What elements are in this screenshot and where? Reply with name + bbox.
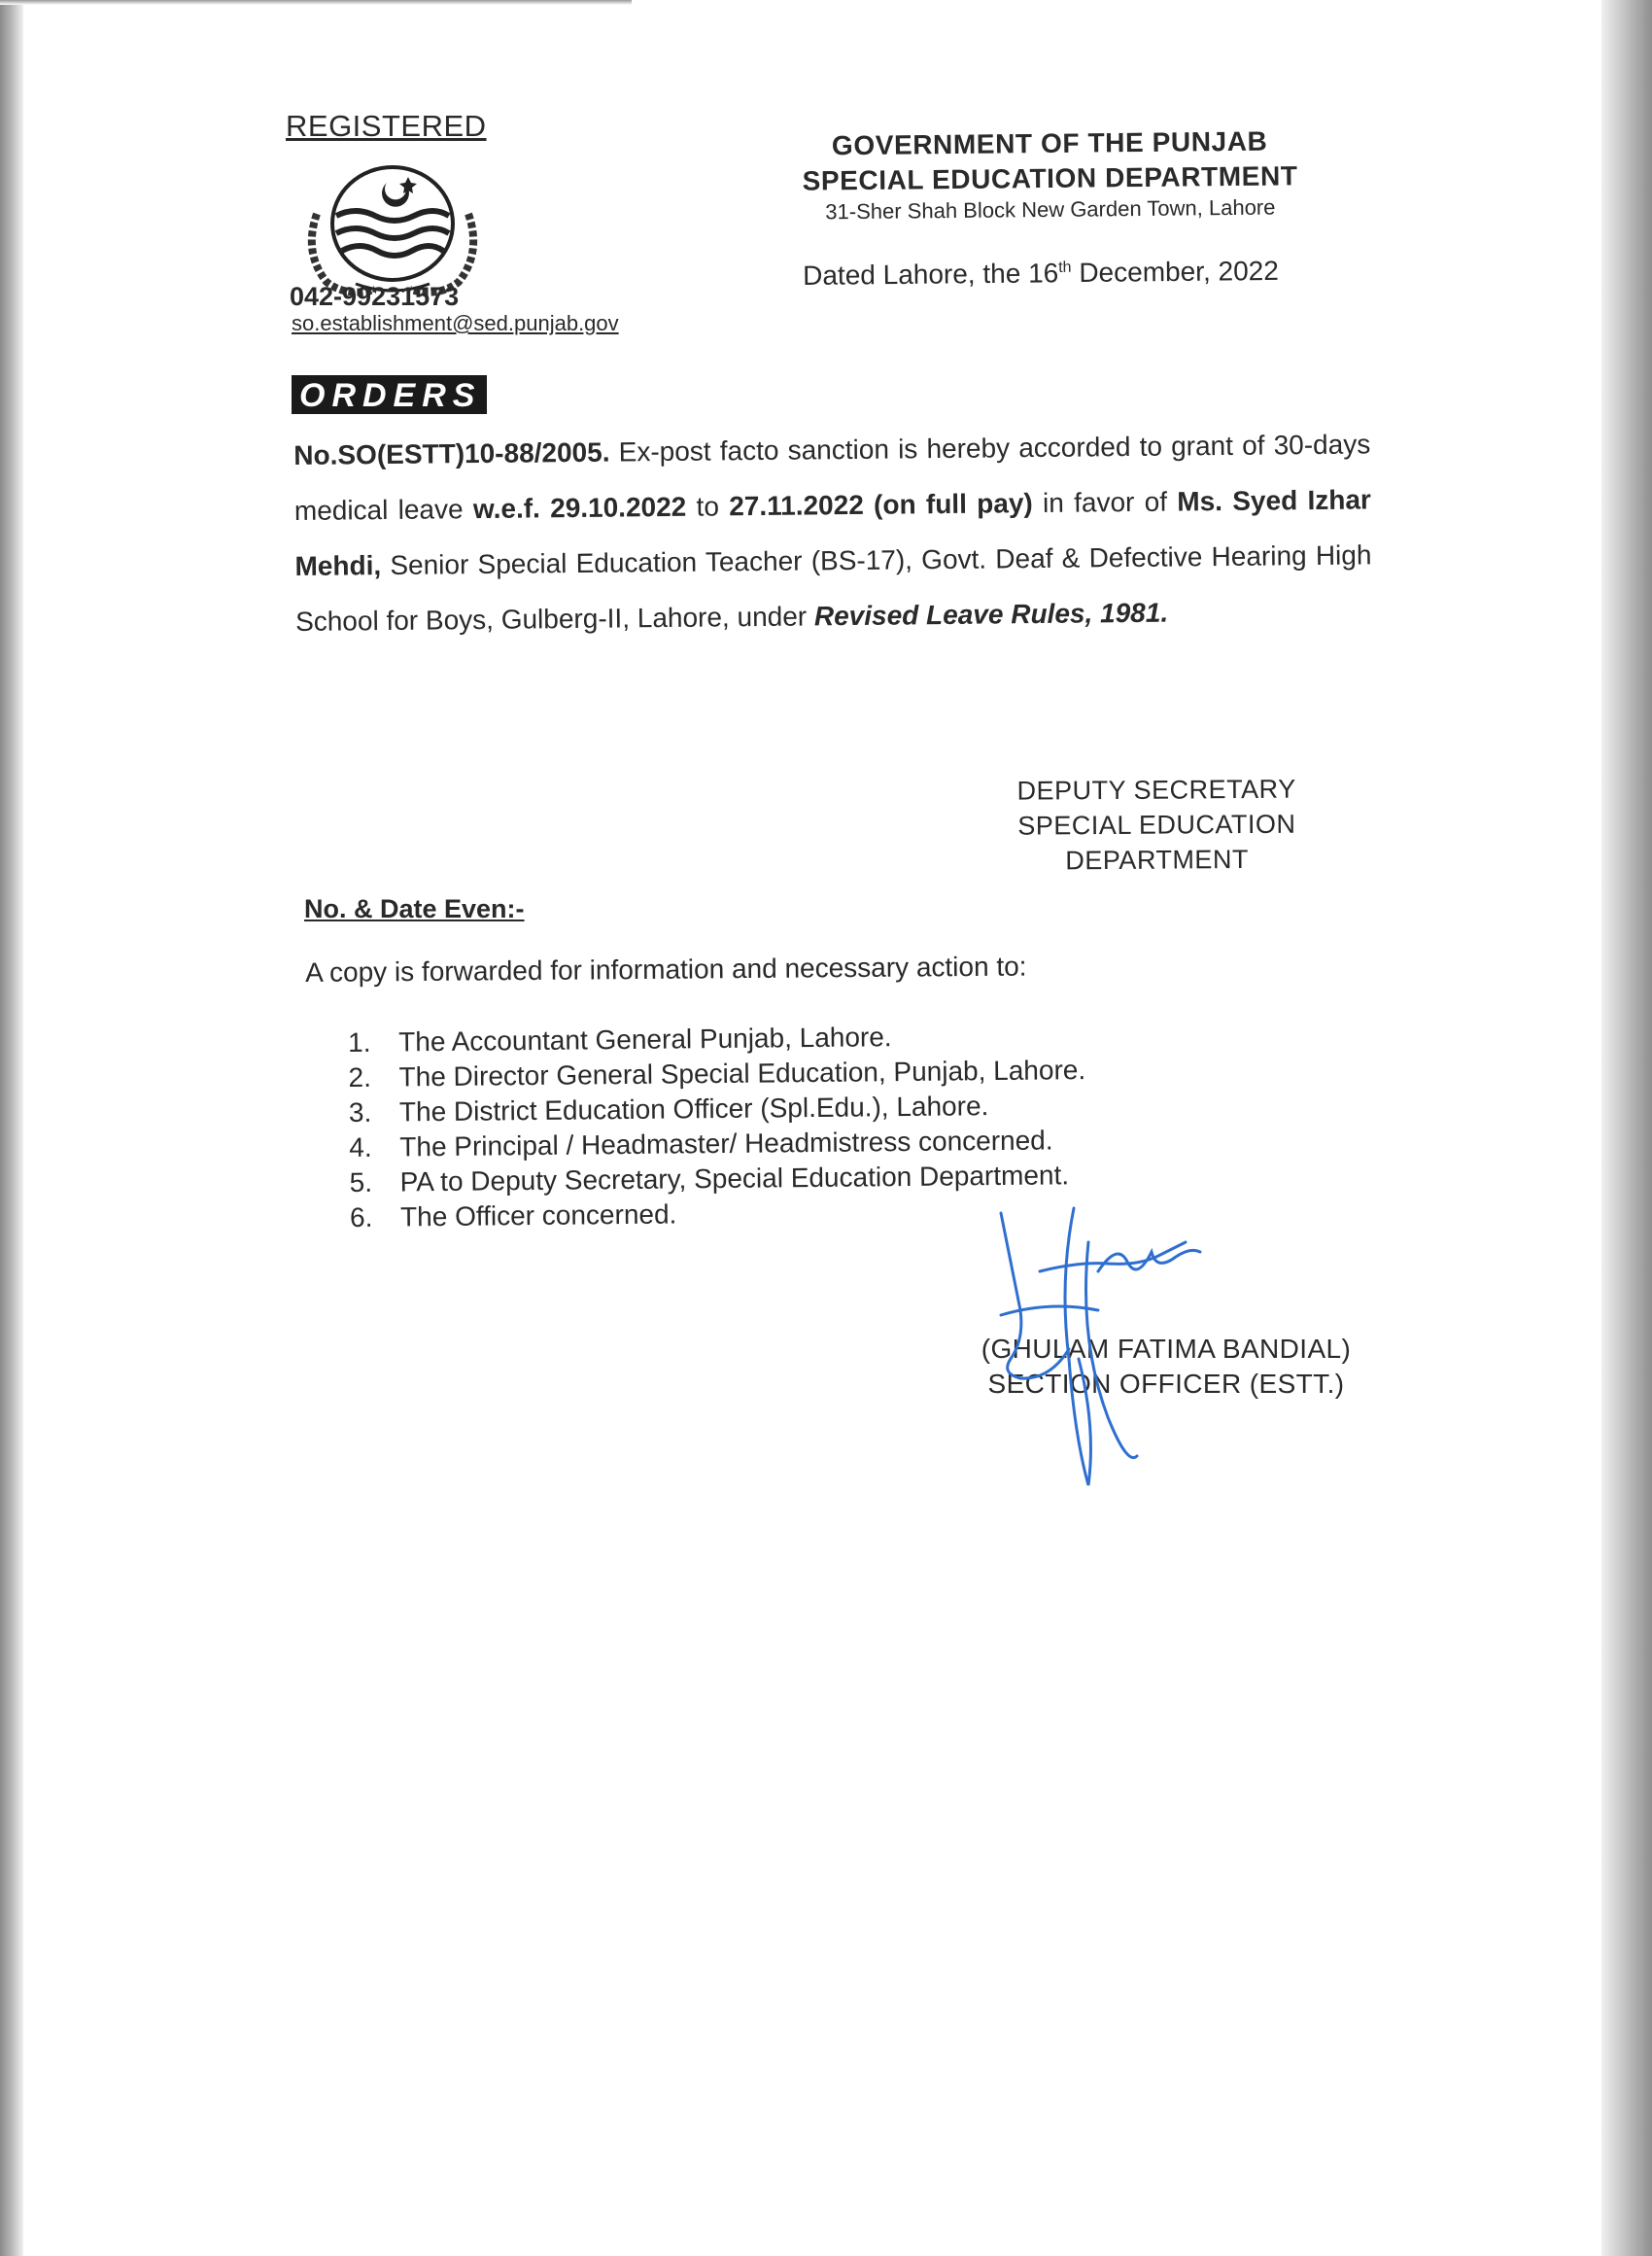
email-address: so.establishment@sed.punjab.gov <box>292 311 619 335</box>
recipient-text: The District Education Officer (Spl.Edu.), Lahore. <box>398 1091 989 1128</box>
scan-edge-right <box>1601 0 1652 2256</box>
list-item <box>350 1193 1087 1235</box>
registered-label: REGISTERED <box>286 109 487 143</box>
scan-edge-left <box>0 0 23 2256</box>
copy-forwarded-intro: A copy is forwarded for information and necessary action to: <box>305 951 1027 988</box>
recipient-text: The Director General Special Education, Punjab, Lahore. <box>398 1055 1086 1093</box>
section-officer-name: (GHULAM FATIMA BANDIAL) <box>981 1334 1352 1364</box>
list-number: 2. <box>348 1061 372 1093</box>
recipient-text: The Officer concerned. <box>399 1198 677 1232</box>
order-paragraph <box>293 416 1372 649</box>
leave-rules: Revised Leave Rules, 1981. <box>813 597 1169 632</box>
deputy-line-3: DEPARTMENT <box>1065 845 1249 876</box>
recipient-text: The Accountant General Punjab, Lahore. <box>398 1022 892 1058</box>
recipient-list <box>348 1018 1087 1235</box>
department-title: SPECIAL EDUCATION DEPARTMENT <box>802 160 1298 196</box>
punjab-government-emblem-icon <box>297 156 488 301</box>
phone-number: 042-99231573 <box>290 282 460 311</box>
deputy-line-2: SPECIAL EDUCATION <box>1017 809 1296 841</box>
order-text-4: Senior Special Education Teacher (BS-17), Govt. Deaf & Defective Hearing High School for Boys, Gulberg-II, Lahore, under <box>294 539 1372 637</box>
order-number: No.SO(ESTT)10-88/2005. <box>293 436 610 470</box>
department-address: 31-Sher Shah Block New Garden Town, Lahore <box>825 194 1276 225</box>
order-text-2: to <box>686 491 730 522</box>
dated-line <box>803 256 1279 292</box>
list-number: 3. <box>348 1096 372 1128</box>
scan-edge-top <box>0 0 632 5</box>
list-number: 1. <box>348 1026 371 1058</box>
dated-suffix: December, 2022 <box>1071 255 1279 289</box>
leave-end: 27.11.2022 (on full pay) <box>729 488 1033 522</box>
order-text-3: in favor of <box>1032 486 1178 519</box>
deputy-secretary-block <box>972 771 1342 879</box>
department-header <box>768 123 1332 226</box>
list-number: 4. <box>349 1131 372 1163</box>
recipient-text: PA to Deputy Secretary, Special Education Department. <box>399 1160 1070 1197</box>
deputy-line-1: DEPUTY SECRETARY <box>1016 774 1296 806</box>
handwritten-signature-icon <box>981 1203 1234 1495</box>
recipient-text: The Principal / Headmaster/ Headmistress concerned. <box>399 1125 1053 1163</box>
no-date-even-heading: No. & Date Even:- <box>304 894 525 923</box>
dated-prefix: Dated Lahore, the 16 <box>803 258 1059 291</box>
employee-name: Ms. Syed Izhar Mehdi, <box>294 484 1371 581</box>
order-text-1: Ex-post facto sanction is hereby accorded to grant of 30-days medical leave <box>293 429 1371 526</box>
government-title: GOVERNMENT OF THE PUNJAB <box>831 125 1268 161</box>
list-number: 6. <box>349 1201 373 1232</box>
dated-superscript: th <box>1058 259 1072 276</box>
section-officer-title: SECTION OFFICER (ESTT.) <box>987 1369 1345 1399</box>
orders-heading: ORDERS <box>292 375 487 414</box>
leave-start: w.e.f. 29.10.2022 <box>472 491 687 525</box>
list-number: 5. <box>349 1166 373 1197</box>
